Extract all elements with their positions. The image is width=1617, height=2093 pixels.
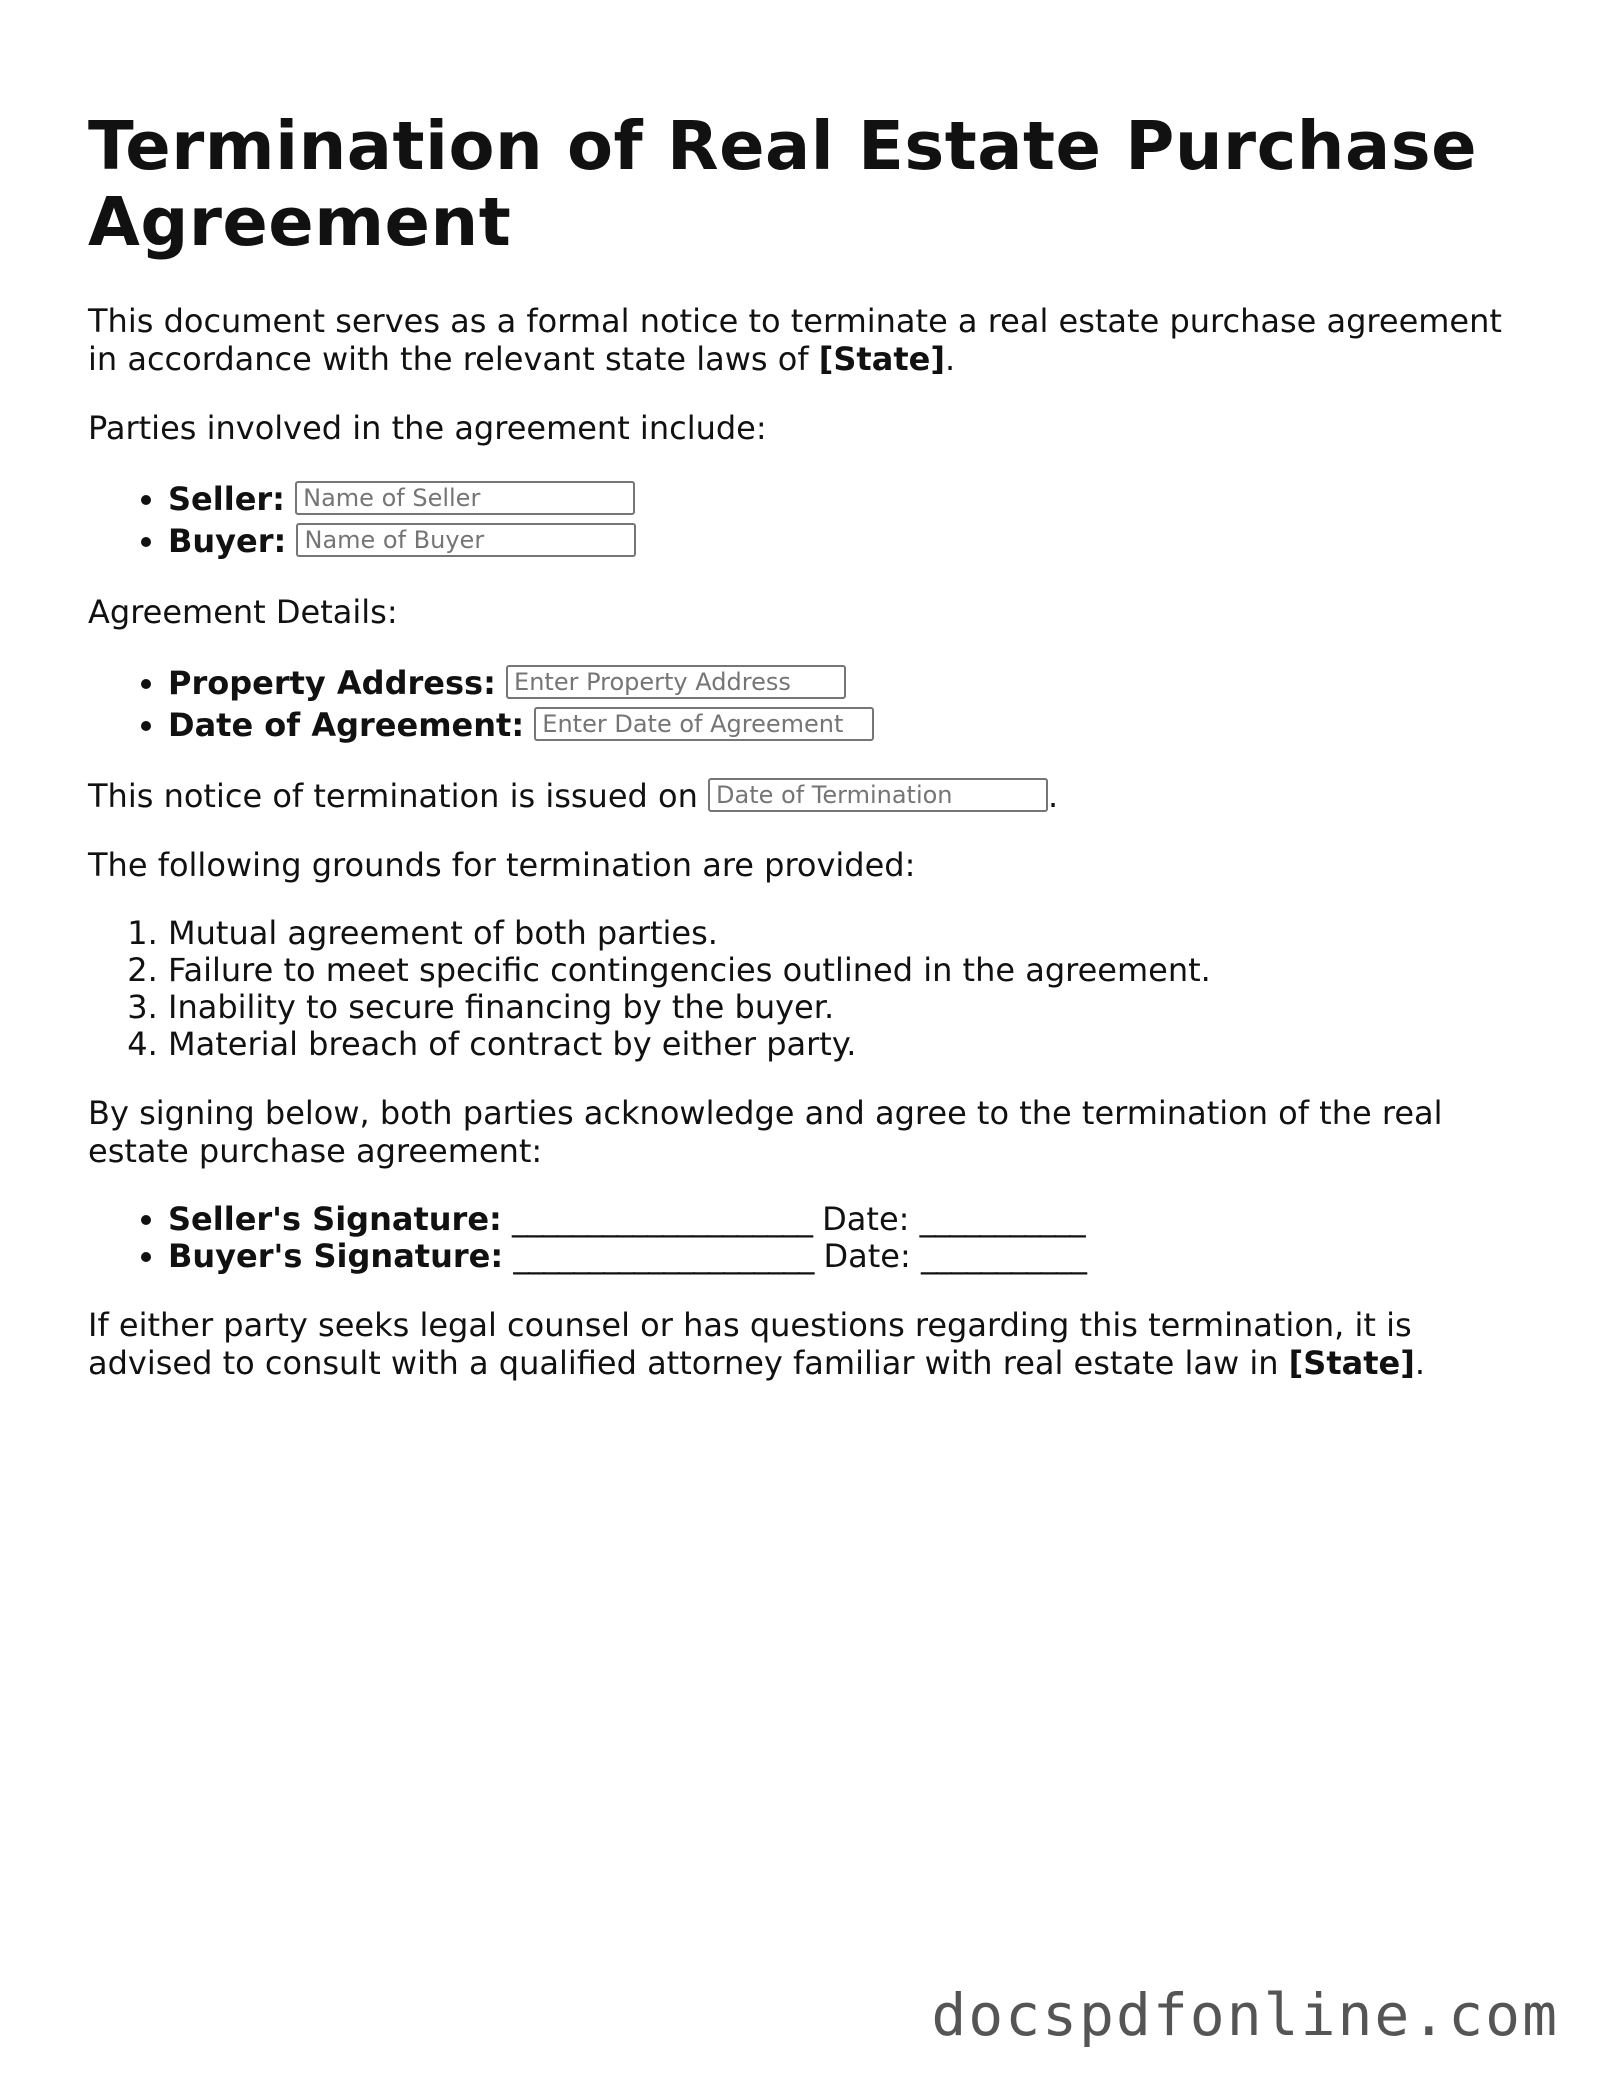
buyer-signature-line: ____________________ xyxy=(513,1237,814,1275)
address-label: Property Address: xyxy=(168,664,496,702)
address-item xyxy=(168,662,1528,704)
grounds-heading: The following grounds for termination are provided: xyxy=(88,846,916,884)
grounds-list xyxy=(88,915,1528,1063)
closing-state: [State] xyxy=(1288,1344,1415,1382)
document xyxy=(88,108,1528,1413)
buyer-signature-item xyxy=(168,1238,1528,1275)
intro-text: This document serves as a formal notice to terminate a real estate purchase agreement in accordance with the relevant state laws of xyxy=(88,302,1502,378)
closing-text: If either party seeks legal counsel or has questions regarding this termination, it is advised to consult with a qualified attorney familiar with real estate law in xyxy=(88,1306,1412,1382)
grounds-item: 3. Inability to secure financing by the buyer. xyxy=(168,989,1528,1026)
seller-label: Seller: xyxy=(168,480,285,518)
seller-signature-item xyxy=(168,1201,1528,1238)
seller-name-input[interactable] xyxy=(295,481,635,515)
buyer-date-label: Date: xyxy=(823,1237,911,1275)
notice-text: This notice of termination is issued on xyxy=(88,777,709,815)
buyer-date-line: ___________ xyxy=(920,1237,1086,1275)
seller-date-label: Date: xyxy=(822,1200,910,1238)
details-list xyxy=(88,662,1528,746)
seller-date-line: ___________ xyxy=(919,1200,1085,1238)
termination-date-input[interactable] xyxy=(708,778,1048,812)
seller-signature-line: ____________________ xyxy=(511,1200,812,1238)
buyer-label: Buyer: xyxy=(168,522,287,560)
property-address-input[interactable] xyxy=(506,665,846,699)
intro-state: [State] xyxy=(818,340,945,378)
page-title: Termination of Real Estate Purchase Agreement xyxy=(88,107,1478,261)
watermark: docspdfonline.com xyxy=(931,1981,1559,2049)
intro-paragraph xyxy=(88,302,1528,378)
grounds-item: 2. Failure to meet specific contingencies outlined in the agreement. xyxy=(168,952,1528,989)
grounds-item: 4. Material breach of contract by either party. xyxy=(168,1026,1528,1063)
buyer-name-input[interactable] xyxy=(296,523,636,557)
agreement-date-item xyxy=(168,704,1528,746)
grounds-item: 1. Mutual agreement of both parties. xyxy=(168,915,1528,952)
notice-end: . xyxy=(1048,777,1059,815)
signature-list xyxy=(88,1201,1528,1275)
closing-end: . xyxy=(1414,1344,1426,1382)
intro-end: . xyxy=(944,340,956,378)
signing-paragraph: By signing below, both parties acknowledge and agree to the termination of the real estate purchase agreement: xyxy=(88,1094,1443,1170)
notice-paragraph xyxy=(88,777,1528,815)
seller-signature-label: Seller's Signature: xyxy=(168,1200,502,1238)
parties-list xyxy=(88,478,1528,562)
parties-heading: Parties involved in the agreement include: xyxy=(88,409,767,447)
details-heading: Agreement Details: xyxy=(88,593,398,631)
agreement-date-input[interactable] xyxy=(534,707,874,741)
agreement-date-label: Date of Agreement: xyxy=(168,706,525,744)
closing-paragraph xyxy=(88,1306,1528,1382)
buyer-item xyxy=(168,520,1528,562)
seller-item xyxy=(168,478,1528,520)
buyer-signature-label: Buyer's Signature: xyxy=(168,1237,504,1275)
